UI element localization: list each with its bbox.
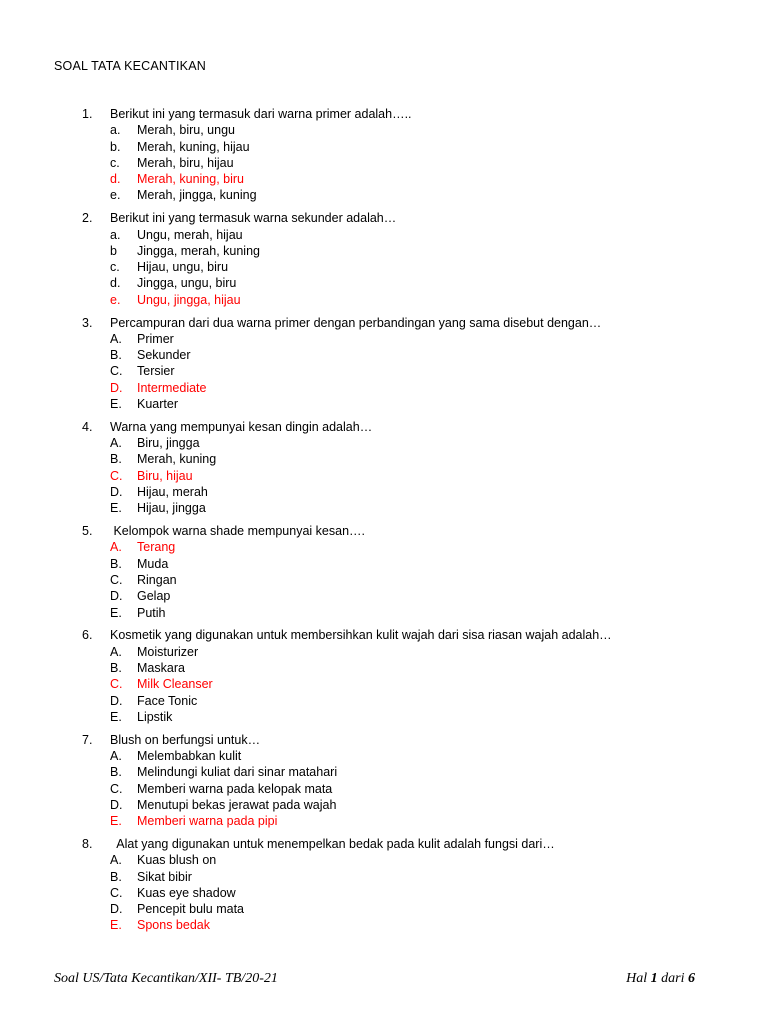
option-text: Pencepit bulu mata — [137, 902, 245, 917]
question-list — [0, 106, 768, 940]
option-text: Milk Cleanser — [137, 677, 213, 692]
question-item — [0, 836, 768, 934]
answer-option-correct — [0, 468, 768, 484]
question-stem — [0, 627, 768, 643]
answer-option — [0, 347, 768, 363]
question-number: 4. — [82, 419, 93, 434]
option-text: Hijau, ungu, biru — [137, 260, 229, 275]
answer-option — [0, 764, 768, 780]
question-text: Berikut ini yang termasuk warna sekunder adalah… — [110, 211, 397, 226]
option-letter: b. — [110, 139, 121, 154]
answer-option — [0, 155, 768, 171]
answer-option — [0, 484, 768, 500]
answer-option — [0, 139, 768, 155]
option-letter: E. — [110, 501, 122, 516]
option-letter: e. — [110, 188, 121, 203]
question-text: Blush on berfungsi untuk… — [110, 732, 261, 747]
option-text: Lipstik — [137, 709, 173, 724]
option-text: Ungu, merah, hijau — [137, 227, 243, 242]
option-letter: A. — [110, 331, 122, 346]
answer-option — [0, 187, 768, 203]
question-stem — [0, 315, 768, 331]
footer-doc-code: Soal US/Tata Kecantikan/XII- TB/20-21 — [54, 971, 278, 986]
option-text: Melembabkan kulit — [137, 748, 242, 763]
option-text: Hijau, jingga — [137, 501, 206, 516]
option-letter: b — [110, 243, 117, 258]
option-letter: A. — [110, 436, 122, 451]
answer-option-correct — [0, 917, 768, 933]
question-number: 2. — [82, 211, 93, 226]
question-stem — [0, 523, 768, 539]
option-letter: A. — [110, 540, 122, 555]
question-stem — [0, 419, 768, 435]
option-text: Biru, hijau — [137, 468, 193, 483]
answer-option-correct — [0, 813, 768, 829]
option-letter: C. — [110, 573, 123, 588]
answer-option-correct — [0, 292, 768, 308]
option-letter: C. — [110, 364, 123, 379]
answer-option — [0, 331, 768, 347]
footer-page-current: 1 — [650, 971, 658, 986]
option-text: Jingga, ungu, biru — [137, 276, 237, 291]
answer-option — [0, 396, 768, 412]
question-text: Alat yang digunakan untuk menempelkan bedak pada kulit adalah fungsi dari… — [110, 836, 555, 851]
footer-page-mid: dari — [657, 971, 688, 986]
option-letter: A. — [110, 644, 122, 659]
answer-option — [0, 797, 768, 813]
option-text: Memberi warna pada pipi — [137, 814, 278, 829]
question-stem — [0, 836, 768, 852]
option-text: Merah, biru, ungu — [137, 123, 235, 138]
question-number: 8. — [82, 836, 93, 851]
question-stem — [0, 732, 768, 748]
option-text: Merah, kuning, hijau — [137, 139, 250, 154]
answer-option — [0, 748, 768, 764]
option-letter: E. — [110, 605, 122, 620]
option-text: Putih — [137, 605, 166, 620]
option-text: Primer — [137, 331, 174, 346]
option-letter: E. — [110, 814, 122, 829]
answer-option — [0, 644, 768, 660]
option-text: Kuas blush on — [137, 853, 217, 868]
question-item — [0, 315, 768, 413]
answer-option — [0, 885, 768, 901]
footer-page-total: 6 — [688, 971, 695, 986]
question-item — [0, 732, 768, 830]
question-item — [0, 419, 768, 517]
question-number: 6. — [82, 628, 93, 643]
option-text: Kuarter — [137, 397, 178, 412]
option-letter: A. — [110, 853, 122, 868]
option-letter: D. — [110, 797, 123, 812]
question-number: 5. — [82, 524, 93, 539]
answer-option-correct — [0, 676, 768, 692]
answer-option — [0, 869, 768, 885]
answer-option-correct — [0, 539, 768, 555]
answer-option-correct — [0, 380, 768, 396]
answer-option — [0, 605, 768, 621]
answer-option — [0, 275, 768, 291]
option-letter: E. — [110, 709, 122, 724]
option-letter: C. — [110, 677, 123, 692]
answer-option — [0, 363, 768, 379]
option-text: Merah, biru, hijau — [137, 155, 234, 170]
question-stem — [0, 106, 768, 122]
option-text: Jingga, merah, kuning — [137, 243, 260, 258]
answer-option — [0, 451, 768, 467]
answer-option — [0, 781, 768, 797]
option-text: Melindungi kuliat dari sinar matahari — [137, 765, 338, 780]
question-item — [0, 106, 768, 204]
option-letter: B. — [110, 869, 122, 884]
option-letter: d. — [110, 172, 121, 187]
option-letter: D. — [110, 589, 123, 604]
answer-option — [0, 660, 768, 676]
answer-option — [0, 227, 768, 243]
question-text: Percampuran dari dua warna primer dengan perbandingan yang sama disebut dengan… — [110, 315, 602, 330]
option-letter: c. — [110, 155, 120, 170]
question-text: Berikut ini yang termasuk dari warna primer adalah….. — [110, 107, 412, 121]
question-text: Warna yang mempunyai kesan dingin adalah… — [110, 419, 373, 434]
option-letter: C. — [110, 468, 123, 483]
option-text: Merah, kuning, biru — [137, 172, 245, 187]
option-text: Biru, jingga — [137, 436, 200, 451]
option-text: Gelap — [137, 589, 171, 604]
answer-option — [0, 435, 768, 451]
question-number: 7. — [82, 732, 93, 747]
answer-option — [0, 901, 768, 917]
option-text: Hijau, merah — [137, 485, 208, 500]
option-text: Face Tonic — [137, 693, 198, 708]
option-text: Sikat bibir — [137, 869, 192, 884]
answer-option — [0, 500, 768, 516]
answer-option — [0, 259, 768, 275]
question-number: 1. — [82, 107, 93, 121]
option-letter: B. — [110, 348, 122, 363]
option-letter: B. — [110, 661, 122, 675]
question-text: Kosmetik yang digunakan untuk membersihkan kulit wajah dari sisa riasan wajah adalah… — [110, 628, 612, 643]
question-item — [0, 210, 768, 308]
option-text: Kuas eye shadow — [137, 885, 236, 900]
option-letter: D. — [110, 485, 123, 500]
answer-option — [0, 709, 768, 725]
page-footer — [54, 971, 695, 991]
footer-page-prefix: Hal — [626, 971, 651, 986]
option-letter: E. — [110, 397, 122, 412]
option-text: Intermediate — [137, 380, 207, 395]
question-item — [0, 627, 768, 725]
option-text: Maskara — [137, 661, 185, 675]
option-text: Merah, kuning — [137, 452, 217, 467]
question-stem — [0, 210, 768, 226]
question-text: Kelompok warna shade mempunyai kesan…. — [110, 524, 365, 539]
option-text: Ungu, jingga, hijau — [137, 292, 241, 307]
page-title: SOAL TATA KECANTIKAN — [54, 59, 206, 73]
option-text: Tersier — [137, 364, 175, 379]
option-text: Menutupi bekas jerawat pada wajah — [137, 797, 337, 812]
answer-option — [0, 122, 768, 138]
option-letter: e. — [110, 292, 121, 307]
question-number: 3. — [82, 315, 93, 330]
option-letter: B. — [110, 765, 122, 780]
answer-option — [0, 243, 768, 259]
option-text: Terang — [137, 540, 176, 555]
option-letter: B. — [110, 452, 122, 467]
answer-option — [0, 572, 768, 588]
question-item — [0, 523, 768, 621]
answer-option — [0, 556, 768, 572]
option-text: Sekunder — [137, 348, 191, 363]
option-letter: D. — [110, 380, 123, 395]
option-letter: C. — [110, 781, 123, 796]
option-letter: c. — [110, 260, 120, 275]
option-letter: a. — [110, 123, 121, 138]
option-letter: d. — [110, 276, 121, 291]
option-text: Muda — [137, 556, 169, 571]
option-letter: D. — [110, 693, 123, 708]
option-text: Ringan — [137, 573, 177, 588]
option-text: Merah, jingga, kuning — [137, 188, 257, 203]
answer-option — [0, 588, 768, 604]
option-letter: E. — [110, 918, 122, 933]
option-text: Moisturizer — [137, 644, 199, 659]
answer-option — [0, 852, 768, 868]
option-letter: C. — [110, 885, 123, 900]
answer-option-correct — [0, 171, 768, 187]
footer-page-number — [626, 971, 695, 987]
option-letter: B. — [110, 556, 122, 571]
option-letter: D. — [110, 902, 123, 917]
option-letter: A. — [110, 748, 122, 763]
answer-option — [0, 693, 768, 709]
option-text: Memberi warna pada kelopak mata — [137, 781, 333, 796]
option-text: Spons bedak — [137, 918, 210, 933]
option-letter: a. — [110, 227, 121, 242]
